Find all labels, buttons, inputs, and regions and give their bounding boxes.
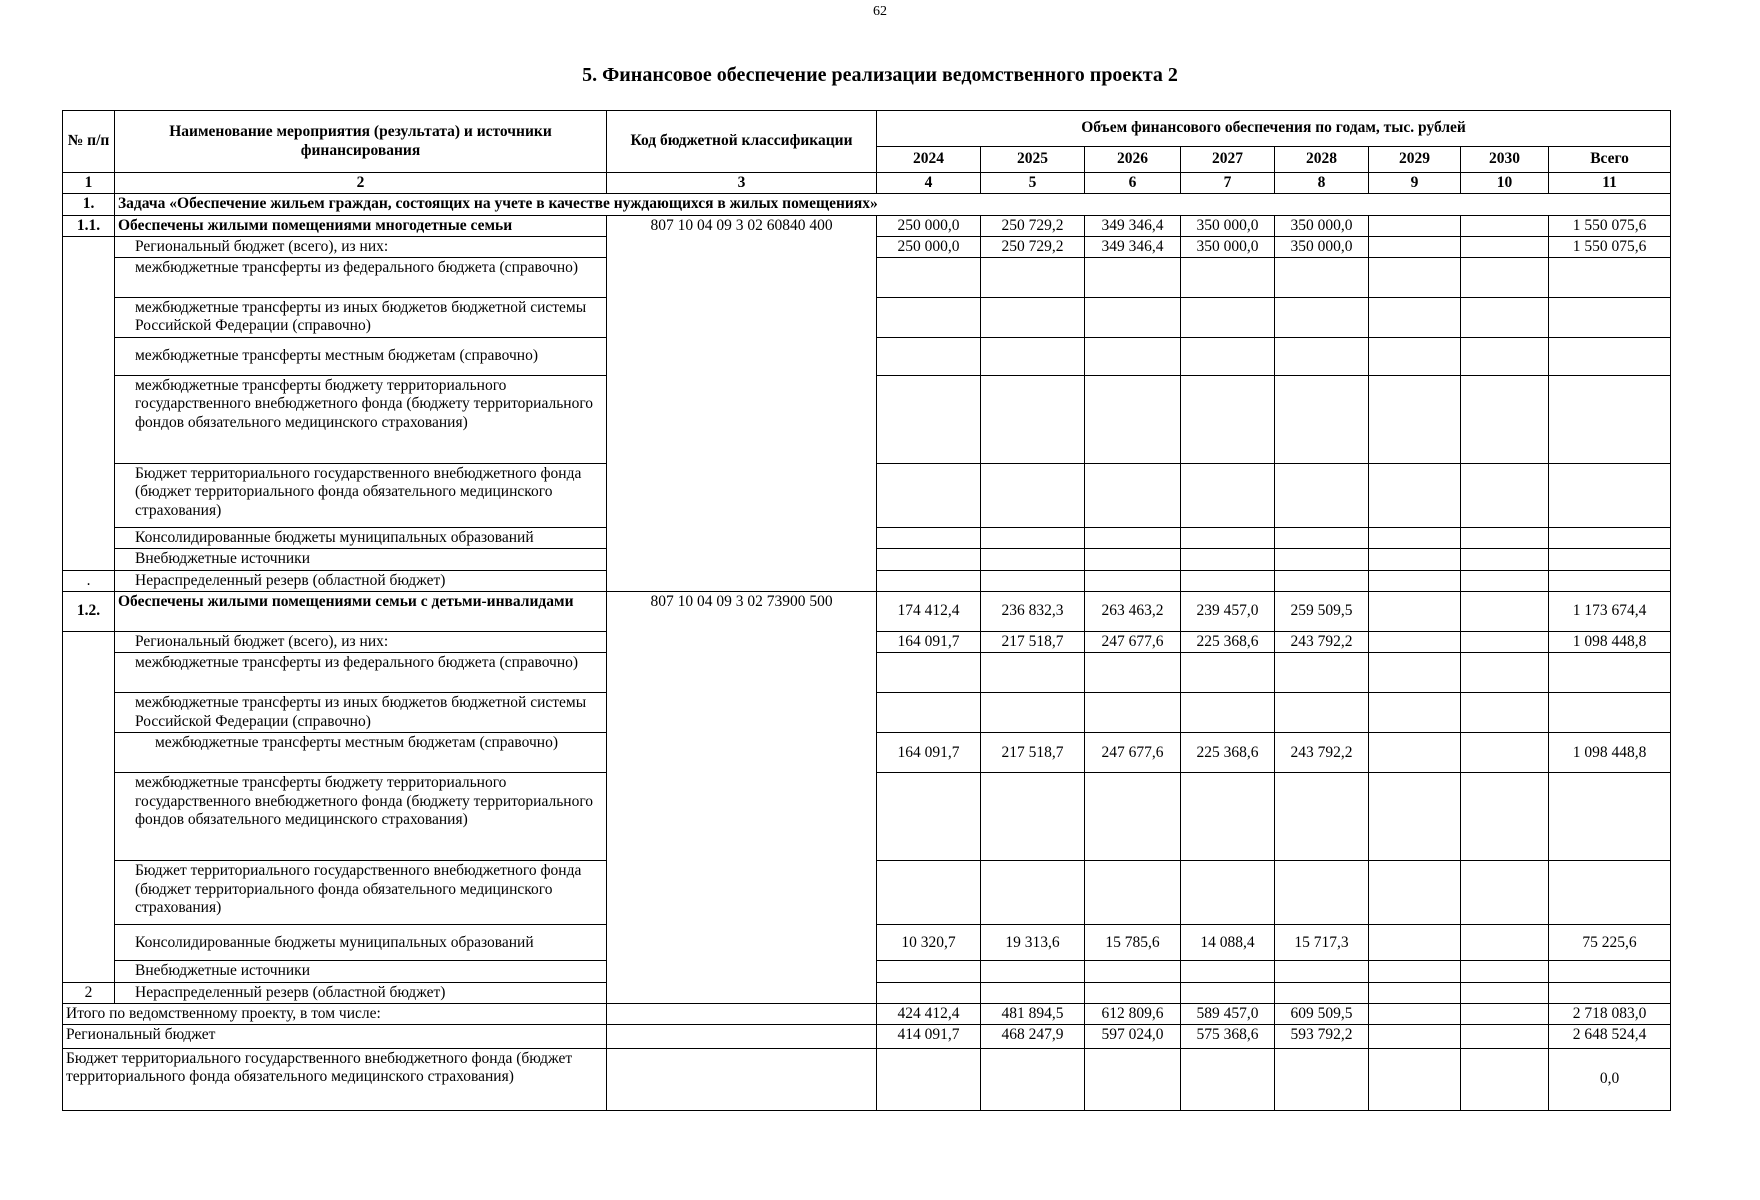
value-cell: 250 000,0 [877,236,981,257]
value-cell: 424 412,4 [877,1003,981,1024]
value-cell: 349 346,4 [1085,236,1181,257]
value-cell: 2 718 083,0 [1549,1003,1671,1024]
column-number: 5 [981,173,1085,194]
column-number: 9 [1369,173,1461,194]
source-label: Бюджет территориального государственного внебюджетного фонда (бюджет территориального фонда обязательного медицинского страхования) [115,464,607,528]
value-cell [1461,236,1549,257]
value-cell: 243 792,2 [1275,631,1369,652]
document-title: 5. Финансовое обеспечение реализации ведомственного проекта 2 [582,64,1178,86]
source-label: Региональный бюджет (всего), из них: [115,236,607,257]
value-cell: 247 677,6 [1085,733,1181,773]
value-cell: 259 509,5 [1275,591,1369,631]
total-row [63,1049,1671,1111]
value-cell: 243 792,2 [1275,733,1369,773]
total-label: Бюджет территориального государственного внебюджетного фонда (бюджет территориального фонда обязательного медицинского страхования) [63,1049,607,1111]
value-cell [1461,1049,1549,1111]
source-label: межбюджетные трансферты местным бюджетам (справочно) [115,733,607,773]
value-cell: 597 024,0 [1085,1025,1181,1049]
value-cell: 15 717,3 [1275,925,1369,961]
header-year: 2026 [1085,147,1181,173]
value-cell: 217 518,7 [981,631,1085,652]
value-cell: 14 088,4 [1181,925,1275,961]
value-cell: 174 412,4 [877,591,981,631]
source-label: межбюджетные трансферты из федерального бюджета (справочно) [115,653,607,693]
value-cell: 1 098 448,8 [1549,733,1671,773]
item-no: 1.2. [63,591,115,631]
source-label: Бюджет территориального государственного внебюджетного фонда (бюджет территориального фонда обязательного медицинского страхования) [115,861,607,925]
source-label: межбюджетные трансферты из иных бюджетов бюджетной системы Российской Федерации (справочно) [115,298,607,338]
table-row [63,215,1671,236]
value-cell [1369,925,1461,961]
header-year: 2028 [1275,147,1369,173]
value-cell: 164 091,7 [877,733,981,773]
budget-code: 807 10 04 09 3 02 73900 500 [607,591,877,1003]
source-label: межбюджетные трансферты из иных бюджетов бюджетной системы Российской Федерации (справочно) [115,693,607,733]
value-cell [1369,733,1461,773]
header-year: 2024 [877,147,981,173]
value-cell: 350 000,0 [1275,236,1369,257]
header-year: 2025 [981,147,1085,173]
column-number: 10 [1461,173,1549,194]
value-cell [1369,591,1461,631]
value-cell: 1 098 448,8 [1549,631,1671,652]
value-cell [1461,1003,1549,1024]
value-cell [1461,631,1549,652]
total-label: Региональный бюджет [63,1025,607,1049]
budget-code: 807 10 04 09 3 02 60840 400 [607,215,877,591]
column-number: 7 [1181,173,1275,194]
value-cell [1181,1049,1275,1111]
value-cell [1461,215,1549,236]
header-no: № п/п [63,111,115,173]
item-name: Обеспечены жилыми помещениями многодетные семьи [115,215,607,236]
value-cell [1369,1025,1461,1049]
value-cell [1461,733,1549,773]
total-row [63,1003,1671,1024]
value-cell: 481 894,5 [981,1003,1085,1024]
empty-cell [63,631,115,982]
financing-table [62,110,1671,1111]
value-cell: 247 677,6 [1085,631,1181,652]
task-row [63,194,1671,215]
source-label: межбюджетные трансферты местным бюджетам (справочно) [115,338,607,376]
source-label: Консолидированные бюджеты муниципальных образований [115,925,607,961]
value-cell: 414 091,7 [877,1025,981,1049]
value-cell: 350 000,0 [1275,215,1369,236]
value-cell: 609 509,5 [1275,1003,1369,1024]
value-cell [877,1049,981,1111]
value-cell [1085,1049,1181,1111]
value-cell: 225 368,6 [1181,631,1275,652]
source-label: Внебюджетные источники [115,549,607,570]
value-cell: 236 832,3 [981,591,1085,631]
page-number: 62 [873,4,887,19]
value-cell: 468 247,9 [981,1025,1085,1049]
value-cell: 263 463,2 [1085,591,1181,631]
value-cell [1369,236,1461,257]
value-cell: 250 000,0 [877,215,981,236]
header-code: Код бюджетной классификации [607,111,877,173]
source-label: Консолидированные бюджеты муниципальных образований [115,528,607,549]
source-label: Нераспределенный резерв (областной бюджет) [115,982,607,1003]
value-cell: 612 809,6 [1085,1003,1181,1024]
value-cell [1369,1049,1461,1111]
column-number: 8 [1275,173,1369,194]
value-cell: 217 518,7 [981,733,1085,773]
value-cell [1461,925,1549,961]
source-label: межбюджетные трансферты бюджету территориального государственного внебюджетного фонда (бюджету территориального фондов обязательного медицинского страхования) [115,773,607,861]
value-cell: 349 346,4 [1085,215,1181,236]
header-year: 2029 [1369,147,1461,173]
value-cell: 225 368,6 [1181,733,1275,773]
value-cell [1369,631,1461,652]
task-no: 1. [63,194,115,215]
value-cell: 350 000,0 [1181,215,1275,236]
table-row [63,591,1671,631]
value-cell: 164 091,7 [877,631,981,652]
value-cell [981,1049,1085,1111]
header-total: Всего [1549,147,1671,173]
value-cell: 15 785,6 [1085,925,1181,961]
header-year: 2030 [1461,147,1549,173]
source-label: Нераспределенный резерв (областной бюджет) [115,570,607,591]
header-year: 2027 [1181,147,1275,173]
source-label: межбюджетные трансферты из федерального бюджета (справочно) [115,258,607,298]
item-no: 1.1. [63,215,115,236]
row-marker: . [63,570,115,591]
value-cell: 239 457,0 [1181,591,1275,631]
source-label: межбюджетные трансферты бюджету территориального государственного внебюджетного фонда (бюджету территориального фондов обязательного медицинского страхования) [115,376,607,464]
value-cell: 75 225,6 [1549,925,1671,961]
column-number: 4 [877,173,981,194]
value-cell: 250 729,2 [981,236,1085,257]
total-row [63,1025,1671,1049]
value-cell: 1 550 075,6 [1549,215,1671,236]
source-label: Региональный бюджет (всего), из них: [115,631,607,652]
total-label: Итого по ведомственному проекту, в том числе: [63,1003,607,1024]
value-cell: 250 729,2 [981,215,1085,236]
column-number: 3 [607,173,877,194]
value-cell [1369,215,1461,236]
value-cell [1369,1003,1461,1024]
value-cell [1275,1049,1369,1111]
value-cell: 2 648 524,4 [1549,1025,1671,1049]
column-number: 1 [63,173,115,194]
column-number: 2 [115,173,607,194]
column-numbers-row [63,173,1671,194]
value-cell [1461,1025,1549,1049]
value-cell: 0,0 [1549,1049,1671,1111]
row-marker: 2 [63,982,115,1003]
empty-cell [63,236,115,570]
value-cell: 10 320,7 [877,925,981,961]
value-cell: 593 792,2 [1275,1025,1369,1049]
value-cell: 350 000,0 [1181,236,1275,257]
header-name: Наименование мероприятия (результата) и источники финансирования [115,111,607,173]
value-cell [1461,591,1549,631]
source-label: Внебюджетные источники [115,961,607,982]
value-cell: 1 173 674,4 [1549,591,1671,631]
value-cell: 19 313,6 [981,925,1085,961]
value-cell: 575 368,6 [1181,1025,1275,1049]
column-number: 11 [1549,173,1671,194]
column-number: 6 [1085,173,1181,194]
item-name: Обеспечены жилыми помещениями семьи с детьми-инвалидами [115,591,607,631]
value-cell: 589 457,0 [1181,1003,1275,1024]
value-cell: 1 550 075,6 [1549,236,1671,257]
task-text: Задача «Обеспечение жильем граждан, состоящих на учете в качестве нуждающихся в жилых помещениях» [115,194,1671,215]
header-volume: Объем финансового обеспечения по годам, тыс. рублей [877,111,1671,147]
